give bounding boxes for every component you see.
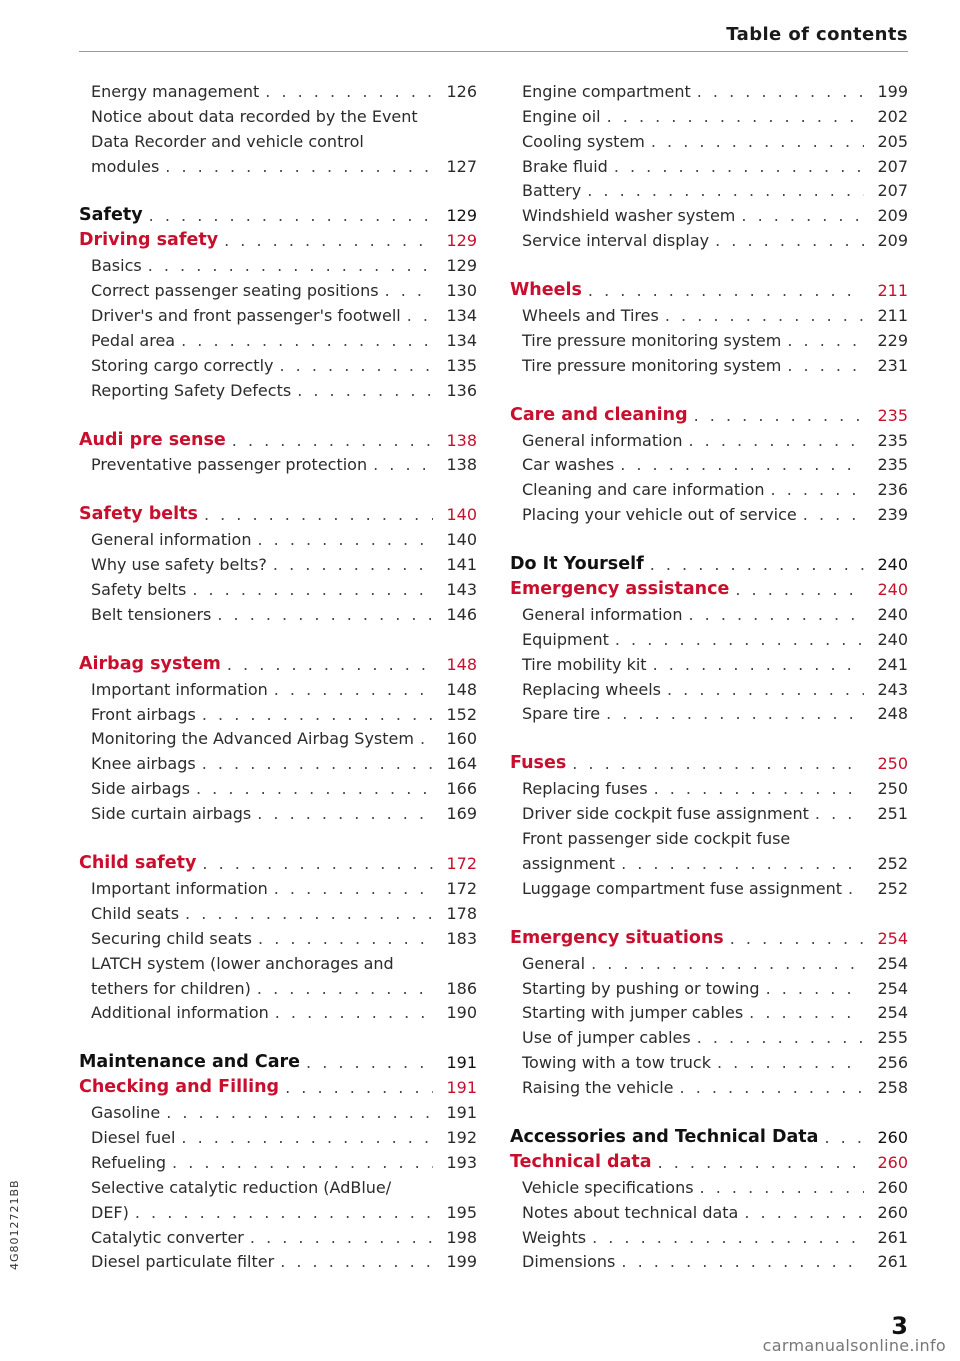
watermark-text: carmanualsonline.info [762,1336,946,1355]
page-title: Table of contents [726,24,908,45]
toc-entry[interactable]: Tire mobility kit . . . 241 [510,649,908,674]
toc-entry[interactable]: Pedal area . . . 134 [79,325,477,350]
toc-section-heading[interactable]: Audi pre sense . . . 138 [79,425,477,450]
toc-section-heading[interactable]: Technical data . . . 260 [510,1147,908,1172]
toc-section-heading[interactable]: Emergency situations . . . 254 [510,923,908,948]
toc-entry[interactable]: Starting with jumper cables . . . 254 [510,998,908,1023]
toc-entry[interactable]: Equipment . . . 240 [510,624,908,649]
toc-entry[interactable]: Safety belts . . . 143 [79,574,477,599]
toc-entry[interactable]: Storing cargo correctly . . . 135 [79,350,477,375]
toc-section-heading[interactable]: Driving safety . . . 129 [79,225,477,250]
toc-entry-line: LATCH system (lower anchorages and [91,953,394,973]
toc-entry[interactable]: Important information . . . 148 [79,674,477,699]
toc-entry[interactable]: Battery . . . 207 [510,176,908,201]
toc-entry[interactable]: Use of jumper cables . . . 255 [510,1022,908,1047]
toc-entry-line: Front passenger side cockpit fuse [522,829,791,849]
toc-entry[interactable]: Towing with a tow truck . . . 256 [510,1047,908,1072]
toc-entry[interactable]: Gasoline . . . 191 [79,1097,477,1122]
toc-entry[interactable]: Vehicle specifications . . . 260 [510,1172,908,1197]
toc-entry[interactable]: Cleaning and care information . . . 236 [510,474,908,499]
toc-entry[interactable]: Important information . . . 172 [79,873,477,898]
toc-entry[interactable]: Engine compartment . . . 199 [510,76,908,101]
header-divider [79,51,908,52]
toc-section-heading[interactable]: Wheels . . . 211 [510,275,908,300]
toc-entry-line: Selective catalytic reduction (AdBlue/ [91,1177,392,1197]
toc-chapter[interactable]: Maintenance and Care . . . 191 [79,1047,477,1072]
toc-entry[interactable]: Diesel particulate filter . . . 199 [79,1247,477,1272]
toc-entry[interactable]: Spare tire . . . 248 [510,699,908,724]
toc-entry[interactable]: Notes about technical data . . . 260 [510,1197,908,1222]
toc-chapter[interactable]: Accessories and Technical Data . . . 260 [510,1122,908,1147]
toc-right-column [510,76,908,1271]
page-number: 3 [891,1312,908,1340]
toc-entry[interactable]: Child seats . . . 178 [79,898,477,923]
toc-section-heading[interactable]: Airbag system . . . 148 [79,649,477,674]
toc-entry[interactable]: Cooling system . . . 205 [510,126,908,151]
toc-entry[interactable]: Weights . . . 261 [510,1222,908,1247]
toc-section-heading[interactable]: Care and cleaning . . . 235 [510,400,908,425]
toc-entry[interactable]: Preventative passenger protection . . . 138 [79,450,477,475]
toc-entry[interactable]: General information . . . 140 [79,524,477,549]
toc-entry[interactable]: Replacing fuses . . . 250 [510,773,908,798]
toc-entry[interactable]: Side airbags . . . 166 [79,773,477,798]
toc-entry-line: Data Recorder and vehicle control [91,131,364,151]
toc-entry[interactable]: Basics . . . 129 [79,250,477,275]
toc-section-heading[interactable]: Fuses . . . 250 [510,748,908,773]
toc-entry[interactable]: Service interval display . . . 209 [510,225,908,250]
toc-entry[interactable]: Belt tensioners . . . 146 [79,599,477,624]
toc-entry[interactable]: Refueling . . . 193 [79,1147,477,1172]
toc-entry[interactable]: General information . . . 240 [510,599,908,624]
toc-entry[interactable]: Placing your vehicle out of service . . . 239 [510,499,908,524]
toc-entry[interactable]: Side curtain airbags . . . 169 [79,798,477,823]
toc-entry[interactable]: Tire pressure monitoring system . . . 229 [510,325,908,350]
toc-entry[interactable]: modules . . . 127 [79,151,477,176]
toc-entry[interactable]: Car washes . . . 235 [510,450,908,475]
toc-entry[interactable]: Driver side cockpit fuse assignment . . . 251 [510,798,908,823]
toc-entry[interactable]: Front airbags . . . 152 [79,699,477,724]
toc-section-heading[interactable]: Safety belts . . . 140 [79,499,477,524]
toc-entry[interactable]: General information . . . 235 [510,425,908,450]
toc-entry[interactable]: Monitoring the Advanced Airbag System . . . 160 [79,724,477,749]
toc-entry[interactable]: General . . . 254 [510,948,908,973]
toc-entry[interactable]: Knee airbags . . . 164 [79,748,477,773]
toc-entry[interactable]: Luggage compartment fuse assignment . . . 252 [510,873,908,898]
toc-left-column [79,76,477,1271]
toc-entry[interactable]: Why use safety belts? . . . 141 [79,549,477,574]
toc-entry[interactable]: Catalytic converter . . . 198 [79,1222,477,1247]
toc-entry[interactable]: assignment . . . 252 [510,848,908,873]
toc-entry[interactable]: Windshield washer system . . . 209 [510,200,908,225]
toc-section-heading[interactable]: Child safety . . . 172 [79,848,477,873]
toc-entry[interactable]: Energy management . . . 126 [79,76,477,101]
toc-entry[interactable]: Wheels and Tires . . . 211 [510,300,908,325]
document-code: 4G8012721BB [8,1179,21,1270]
toc-chapter[interactable]: Do It Yourself . . . 240 [510,549,908,574]
toc-entry[interactable]: Securing child seats . . . 183 [79,923,477,948]
toc-entry[interactable]: Diesel fuel . . . 192 [79,1122,477,1147]
toc-chapter[interactable]: Safety . . . 129 [79,201,477,226]
toc-entry[interactable]: Starting by pushing or towing . . . 254 [510,973,908,998]
toc-entry[interactable]: Additional information . . . 190 [79,998,477,1023]
toc-entry[interactable]: tethers for children) . . . 186 [79,973,477,998]
toc-entry-line: Notice about data recorded by the Event [91,106,418,126]
toc-entry[interactable]: Correct passenger seating positions . . . 130 [79,275,477,300]
toc-entry[interactable]: Raising the vehicle . . . 258 [510,1072,908,1097]
toc-entry[interactable]: Replacing wheels . . . 243 [510,674,908,699]
toc-entry[interactable]: Dimensions . . . 261 [510,1247,908,1272]
toc-entry[interactable]: Reporting Safety Defects . . . 136 [79,375,477,400]
toc-entry[interactable]: DEF) . . . 195 [79,1197,477,1222]
toc-section-heading[interactable]: Checking and Filling . . . 191 [79,1072,477,1097]
toc-entry[interactable]: Tire pressure monitoring system . . . 231 [510,350,908,375]
toc-entry[interactable]: Driver's and front passenger's footwell . . . 134 [79,300,477,325]
toc-entry[interactable]: Engine oil . . . 202 [510,101,908,126]
toc-section-heading[interactable]: Emergency assistance . . . 240 [510,574,908,599]
toc-entry[interactable]: Brake fluid . . . 207 [510,151,908,176]
